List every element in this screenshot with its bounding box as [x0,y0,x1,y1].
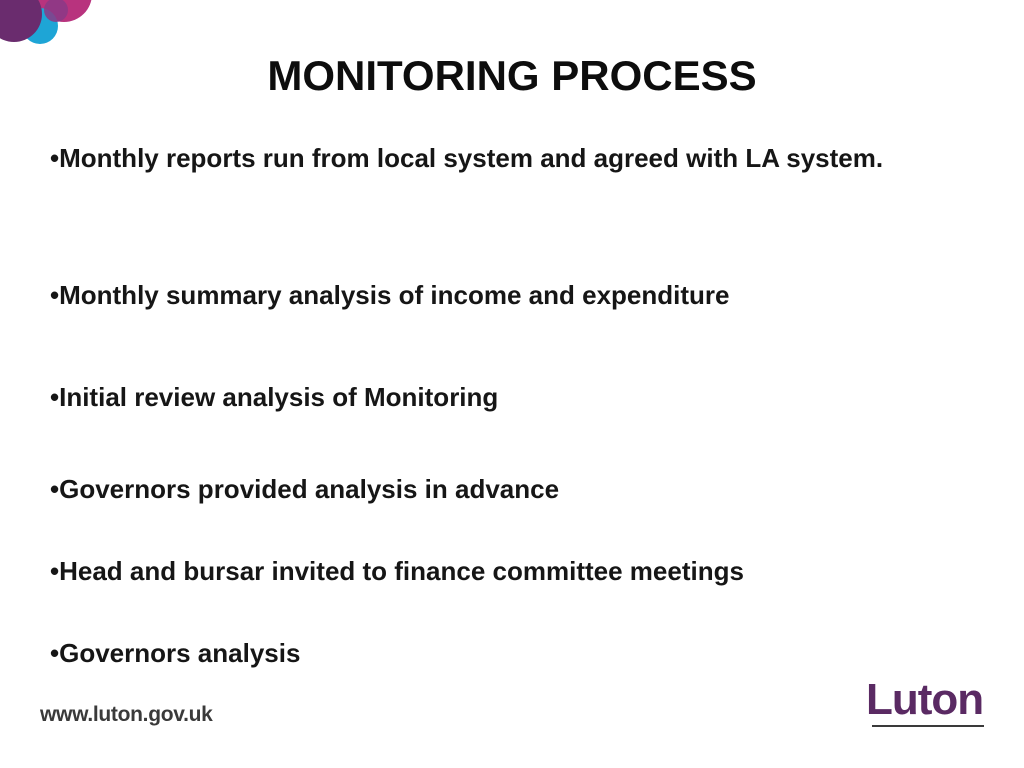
slide-title: MONITORING PROCESS [267,52,757,99]
logo-text: Luton [866,675,984,724]
bullet-item: •Monthly reports run from local system and agreed with LA system. [50,143,884,173]
bullet-item: •Head and bursar invited to finance committee meetings [50,556,744,586]
bullet-item: •Governors analysis [50,638,301,668]
decorative-circles-icon [0,0,100,56]
website-url: www.luton.gov.uk [40,703,213,726]
bullet-item: •Governors provided analysis in advance [50,474,560,504]
logo-underline [872,725,984,727]
luton-logo [866,677,990,727]
bullet-item: •Monthly summary analysis of income and expenditure [50,280,730,310]
bullet-item: •Initial review analysis of Monitoring [50,382,499,412]
